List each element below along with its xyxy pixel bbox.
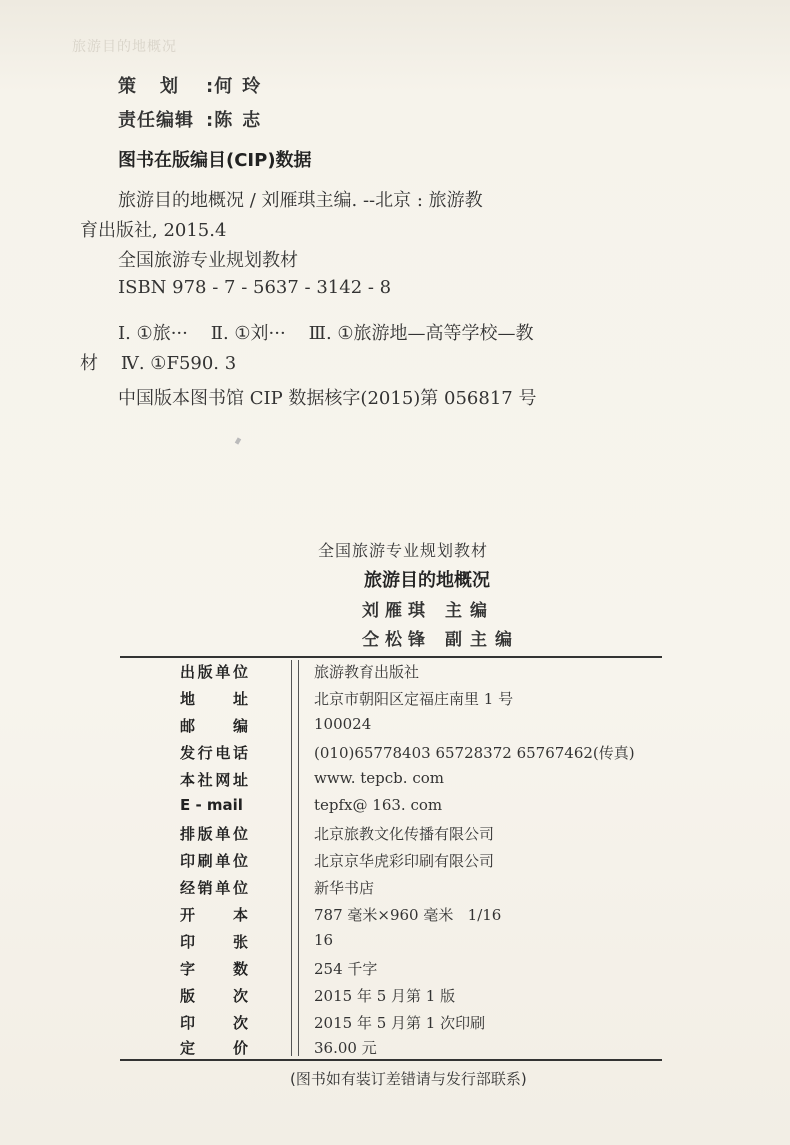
table-row — [0, 688, 790, 716]
table-row — [0, 1012, 790, 1040]
chief-editor-name: 刘雁琪 — [362, 601, 431, 621]
deputy-editor-role: 副主编 — [445, 630, 520, 650]
editor-value: 陈志 — [214, 110, 271, 131]
row-value: 16 — [314, 931, 334, 949]
row-value: 北京京华虎彩印刷有限公司 — [314, 852, 495, 870]
row-key: 本社网址 — [180, 771, 248, 789]
deputy-editor — [362, 625, 520, 650]
table-top-rule — [120, 656, 662, 658]
cip-classification-1: Ⅰ. ①旅··· Ⅱ. ①刘··· Ⅲ. ①旅游地—高等学校—教 — [118, 323, 534, 344]
table-row — [0, 985, 790, 1013]
planner-credit: 策划 :何玲 — [118, 72, 270, 98]
row-value: 新华书店 — [314, 879, 375, 897]
row-value: 36.00 元 — [314, 1039, 377, 1057]
row-key: 印张 — [180, 933, 248, 951]
row-value: 北京市朝阳区定福庄南里 1 号 — [314, 690, 514, 708]
row-value: tepfx@ 163. com — [314, 796, 443, 814]
row-key: 定价 — [180, 1039, 248, 1057]
editor-credit: 责任编辑 :陈志 — [118, 106, 270, 132]
paper-speck — [235, 437, 241, 444]
planner-label: 策划 — [118, 76, 202, 97]
row-key: 出版单位 — [180, 663, 248, 681]
series-title: 全国旅游专业规划教材 — [318, 541, 489, 560]
row-value: 2015 年 5 月第 1 次印刷 — [314, 1014, 486, 1032]
row-key: 排版单位 — [180, 825, 248, 843]
row-key: 印刷单位 — [180, 852, 248, 870]
table-row — [0, 715, 790, 743]
planner-value: 何玲 — [214, 76, 271, 97]
cip-isbn: ISBN 978 - 7 - 5637 - 3142 - 8 — [118, 277, 392, 298]
row-value: 旅游教育出版社 — [314, 663, 420, 681]
table-row — [0, 958, 790, 986]
cip-record-number: 中国版本图书馆 CIP 数据核字(2015)第 056817 号 — [118, 388, 537, 409]
table-row — [0, 904, 790, 932]
cip-line-3: 全国旅游专业规划教材 — [118, 250, 298, 271]
table-row — [0, 823, 790, 851]
table-row — [0, 661, 790, 689]
table-row — [0, 850, 790, 878]
row-key: 邮编 — [180, 717, 248, 735]
row-key: 版次 — [180, 987, 248, 1005]
chief-editor-role: 主编 — [445, 601, 495, 621]
row-key: 字数 — [180, 960, 248, 978]
table-row — [0, 877, 790, 905]
table-row — [0, 742, 790, 770]
row-value: 100024 — [314, 715, 372, 733]
binding-error-note: (图书如有装订差错请与发行部联系) — [290, 1070, 527, 1088]
row-value: 北京旅教文化传播有限公司 — [314, 825, 495, 843]
cip-line-2: 育出版社, 2015.4 — [80, 220, 227, 241]
cip-line-1: 旅游目的地概况 / 刘雁琪主编. --北京 : 旅游教 — [118, 190, 483, 211]
book-title: 旅游目的地概况 — [364, 570, 490, 591]
row-key: E - mail — [180, 796, 243, 814]
row-value: (010)65778403 65728372 65767462(传真) — [314, 744, 635, 762]
row-value: www. tepcb. com — [314, 769, 444, 787]
row-key: 印次 — [180, 1014, 248, 1032]
table-row — [0, 769, 790, 797]
chief-editor — [362, 596, 495, 621]
cip-classification-2: 材 Ⅳ. ①F590. 3 — [80, 353, 237, 374]
row-value: 2015 年 5 月第 1 版 — [314, 987, 456, 1005]
row-value: 787 毫米×960 毫米 1/16 — [314, 906, 502, 924]
row-key: 地址 — [180, 690, 248, 708]
table-row — [0, 931, 790, 959]
faint-running-header: 旅游目的地概况 — [72, 39, 177, 55]
row-key: 开本 — [180, 906, 248, 924]
row-value: 254 千字 — [314, 960, 378, 978]
row-key: 经销单位 — [180, 879, 248, 897]
cip-title: 图书在版编目(CIP)数据 — [118, 150, 312, 171]
deputy-editor-name: 仝松锋 — [362, 630, 431, 650]
table-bottom-rule — [120, 1059, 662, 1061]
table-row — [0, 796, 790, 824]
row-key: 发行电话 — [180, 744, 248, 762]
editor-label: 责任编辑 — [118, 110, 194, 131]
